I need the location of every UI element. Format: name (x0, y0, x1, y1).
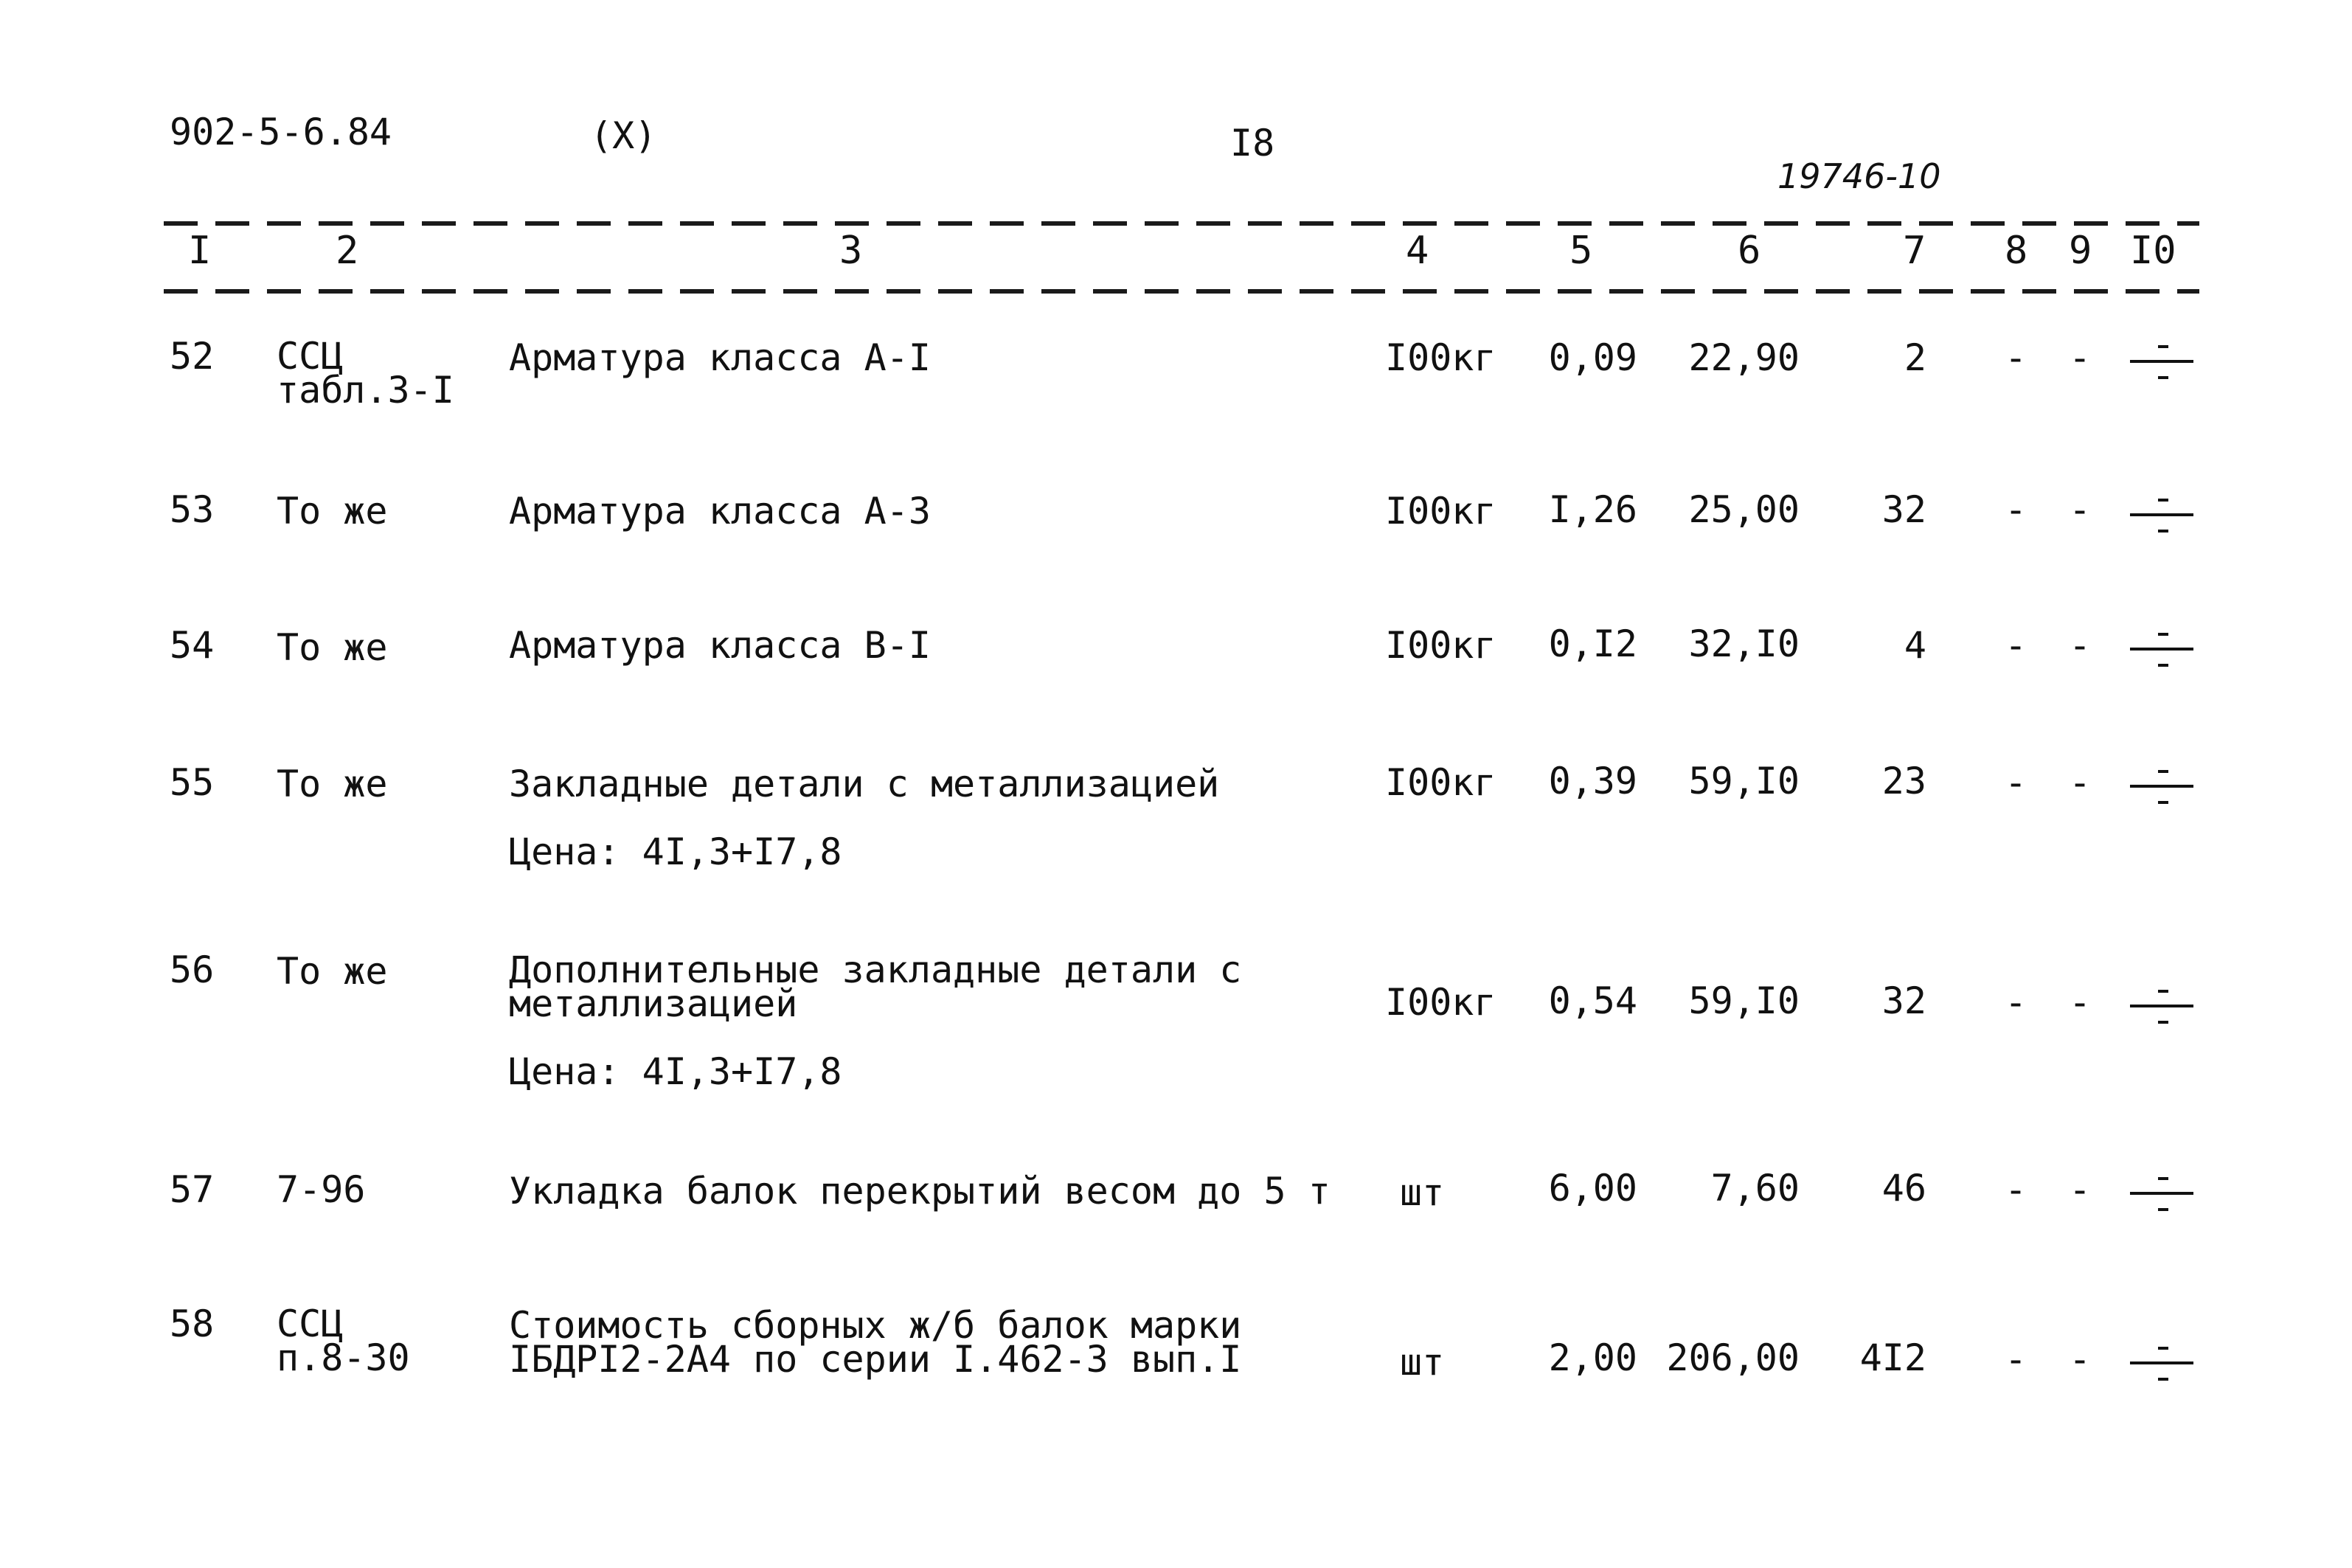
row-53-col10-mark (2124, 493, 2198, 537)
column-header-4: 4 (1406, 229, 1429, 273)
row-56-quantity: 0,54 (1548, 979, 1637, 1022)
row-56-price: 59,I0 (1688, 979, 1800, 1022)
row-55-ref: То же (277, 763, 388, 805)
row-52-number: 52 (170, 335, 215, 378)
row-55-col10-mark (2124, 764, 2198, 808)
row-55-total: 23 (1881, 760, 1926, 802)
row-56-price-note: Цена: 4I,3+I7,8 (509, 1050, 842, 1093)
row-56-col10-mark (2124, 984, 2198, 1028)
row-52-col9: - (2069, 336, 2092, 379)
row-53-ref: То же (277, 490, 388, 533)
ref-line: п.8-30 (277, 1336, 410, 1379)
row-53-col9: - (2069, 488, 2092, 531)
description-line: Стоимость сборных ж/б балок марки (509, 1304, 1242, 1347)
row-56-description (509, 948, 1242, 1025)
row-57-price: 7,60 (1710, 1167, 1800, 1210)
row-58-ref (277, 1302, 410, 1379)
row-56-unit: I00кг (1385, 981, 1496, 1024)
row-55-price: 59,I0 (1688, 760, 1800, 802)
row-58-total: 4I2 (1859, 1336, 1926, 1379)
row-54-total: 4 (1904, 624, 1926, 667)
row-53-price: 25,00 (1688, 488, 1800, 531)
column-header-6: 6 (1738, 229, 1761, 273)
row-58-unit: шт (1400, 1341, 1445, 1384)
row-58-col9: - (2069, 1338, 2092, 1381)
ref-line: ССЦ (277, 1302, 344, 1345)
row-54-description: Арматура класса В-I (509, 624, 931, 667)
row-53-number: 53 (170, 488, 215, 531)
row-55-number: 55 (170, 761, 215, 804)
column-header-2: 2 (336, 229, 359, 273)
row-55-col9: - (2069, 761, 2092, 804)
row-54-number: 54 (170, 624, 215, 667)
row-57-number: 57 (170, 1168, 215, 1211)
row-56-number: 56 (170, 948, 215, 991)
row-55-unit: I00кг (1385, 761, 1496, 804)
row-54-unit: I00кг (1385, 624, 1496, 667)
row-52-description: Арматура класса А-I (509, 336, 931, 379)
row-58-number: 58 (170, 1302, 215, 1345)
column-header-5: 5 (1569, 229, 1593, 273)
row-54-quantity: 0,I2 (1548, 622, 1637, 665)
row-53-col8: - (2005, 488, 2027, 531)
row-57-col9: - (2069, 1168, 2092, 1211)
row-53-unit: I00кг (1385, 490, 1496, 533)
row-56-col9: - (2069, 981, 2092, 1024)
row-54-col10-mark (2124, 627, 2198, 671)
column-header-3: 3 (839, 229, 863, 273)
row-56-ref: То же (277, 950, 388, 993)
row-55-price-note: Цена: 4I,3+I7,8 (509, 830, 842, 873)
row-54-col8: - (2005, 624, 2027, 667)
row-58-quantity: 2,00 (1548, 1336, 1637, 1379)
column-header-9: 9 (2069, 229, 2092, 273)
row-52-total: 2 (1904, 336, 1926, 379)
row-57-col10-mark (2124, 1171, 2198, 1215)
column-header-1: I (188, 229, 212, 273)
ref-line: табл.3-I (277, 369, 454, 412)
row-57-unit: шт (1400, 1171, 1445, 1214)
column-header-7: 7 (1903, 229, 1926, 273)
row-56-total: 32 (1881, 979, 1926, 1022)
row-52-ref (277, 335, 454, 412)
ref-line: ССЦ (277, 335, 344, 378)
description-line: Дополнительные закладные детали с (509, 948, 1242, 991)
row-53-description: Арматура класса А-3 (509, 490, 931, 533)
description-line: металлизацией (509, 982, 798, 1025)
row-55-description: Закладные детали с металлизацией (509, 763, 1220, 805)
row-54-ref: То же (277, 626, 388, 669)
row-57-quantity: 6,00 (1548, 1167, 1637, 1210)
row-57-col8: - (2005, 1168, 2027, 1211)
header-bottom-rule (164, 289, 2199, 294)
row-54-price: 32,I0 (1688, 622, 1800, 665)
row-52-col8: - (2005, 336, 2027, 379)
row-58-col8: - (2005, 1338, 2027, 1381)
row-56-col8: - (2005, 981, 2027, 1024)
row-52-price: 22,90 (1688, 336, 1800, 379)
row-58-col10-mark (2124, 1341, 2198, 1385)
page-number: I8 (1230, 122, 1275, 164)
column-header-8: 8 (2005, 229, 2028, 273)
document-code: 902-5-6.84 (170, 111, 392, 153)
document-variant: (X) (590, 114, 657, 157)
column-header-10: I0 (2130, 229, 2176, 273)
row-54-col9: - (2069, 624, 2092, 667)
row-55-col8: - (2005, 761, 2027, 804)
header-top-rule (164, 221, 2199, 226)
row-57-description: Укладка балок перекрытий весом до 5 т (509, 1170, 1331, 1213)
row-52-unit: I00кг (1385, 336, 1496, 379)
row-55-quantity: 0,39 (1548, 760, 1637, 802)
row-57-ref: 7-96 (277, 1168, 366, 1211)
description-line: IБДРI2-2А4 по серии I.462-3 вып.I (509, 1338, 1242, 1381)
row-52-quantity: 0,09 (1548, 336, 1637, 379)
row-57-total: 46 (1881, 1167, 1926, 1210)
row-58-price: 206,00 (1666, 1336, 1800, 1379)
row-53-total: 32 (1881, 488, 1926, 531)
row-53-quantity: I,26 (1548, 488, 1637, 531)
handwritten-number: 19746-10 (1777, 156, 1941, 196)
row-52-col10-mark (2124, 339, 2198, 384)
row-58-description (509, 1304, 1242, 1381)
